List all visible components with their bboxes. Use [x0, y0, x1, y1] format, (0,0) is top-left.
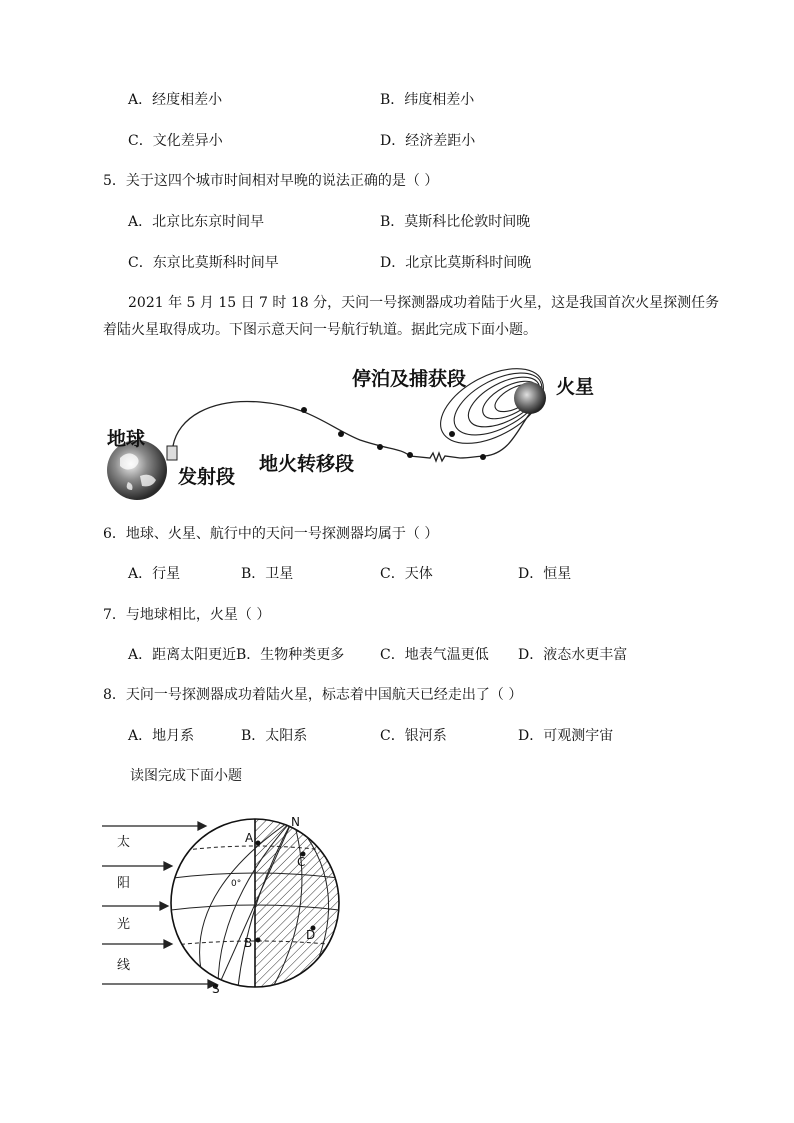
q7-option-c: C．地表气温更低 [380, 647, 489, 663]
q5-option-a: A．北京比东京时间早 [128, 214, 265, 230]
point-d-label: D [306, 928, 316, 942]
sun-char-2: 阳 [117, 876, 131, 891]
point-b-label: B [244, 936, 253, 950]
night-hemisphere [255, 819, 339, 987]
q6-stem: 6．地球、火星、航行中的天问一号探测器均属于（ ） [103, 526, 439, 542]
q6-option-d: D．恒星 [518, 566, 572, 582]
q8-option-b: B．太阳系 [241, 728, 308, 744]
q7-option-d: D．液态水更丰富 [518, 647, 628, 663]
q5-stem: 5．关于这四个城市时间相对早晚的说法正确的是（ ） [103, 173, 439, 189]
q4-option-b: B．纬度相差小 [380, 92, 475, 108]
trajectory-point [338, 431, 344, 437]
south-pole-label: S [212, 982, 220, 996]
mars-image [514, 382, 546, 414]
q4-option-a: A．经度相差小 [128, 92, 223, 108]
q5-option-c: C．东京比莫斯科时间早 [128, 255, 279, 271]
q6-option-a: A．行星 [128, 566, 181, 582]
intro-line-2: 着陆火星取得成功。下图示意天问一号航行轨道。据此完成下面小题。 [103, 322, 537, 338]
point-c-label: C [297, 855, 306, 869]
trajectory-path [173, 401, 540, 461]
read-instruction: 读图完成下面小题 [130, 768, 242, 784]
q7-option-a: A．距离太阳更近 [128, 647, 237, 663]
point-b-marker [256, 938, 261, 943]
spacecraft-icon [167, 446, 177, 460]
trajectory-point [407, 452, 413, 458]
intro-line-1: 2021 年 5 月 15 日 7 时 18 分，天问一号探测器成功着陆于火星，这是我国首次火星探测任务 [128, 295, 720, 311]
q4-option-c: C．文化差异小 [128, 133, 223, 149]
north-pole-label: N [291, 815, 300, 829]
trajectory-point [377, 444, 383, 450]
sun-char-3: 光 [117, 917, 131, 932]
sun-char-4: 线 [117, 958, 131, 973]
q8-option-c: C．银河系 [380, 728, 447, 744]
q6-option-b: B．卫星 [241, 566, 294, 582]
zero-degree-label: 0° [231, 879, 242, 889]
q8-option-d: D．可观测宇宙 [518, 728, 614, 744]
q7-stem: 7．与地球相比，火星（ ） [103, 607, 271, 623]
sun-char-1: 太 [117, 835, 131, 850]
trajectory-point [301, 407, 307, 413]
q6-option-c: C．天体 [380, 566, 433, 582]
trajectory-point [480, 454, 486, 460]
q8-stem: 8．天问一号探测器成功着陆火星，标志着中国航天已经走出了（ ） [103, 687, 523, 703]
mars-label: 火星 [556, 376, 595, 398]
earth-label: 地球 [107, 428, 146, 450]
q8-option-a: A．地月系 [128, 728, 195, 744]
globe-diagram [98, 810, 358, 1010]
trajectory-point [449, 431, 455, 437]
transfer-phase-label: 地火转移段 [259, 453, 355, 475]
q4-option-d: D．经济差距小 [380, 133, 476, 149]
q5-option-b: B．莫斯科比伦敦时间晚 [380, 214, 531, 230]
q7-option-b: B．生物种类更多 [236, 647, 345, 663]
point-a-label: A [245, 831, 254, 845]
q5-option-d: D．北京比莫斯科时间晚 [380, 255, 532, 271]
launch-phase-label: 发射段 [178, 466, 236, 488]
parking-phase-label: 停泊及捕获段 [352, 368, 467, 390]
point-a-marker [256, 841, 261, 846]
